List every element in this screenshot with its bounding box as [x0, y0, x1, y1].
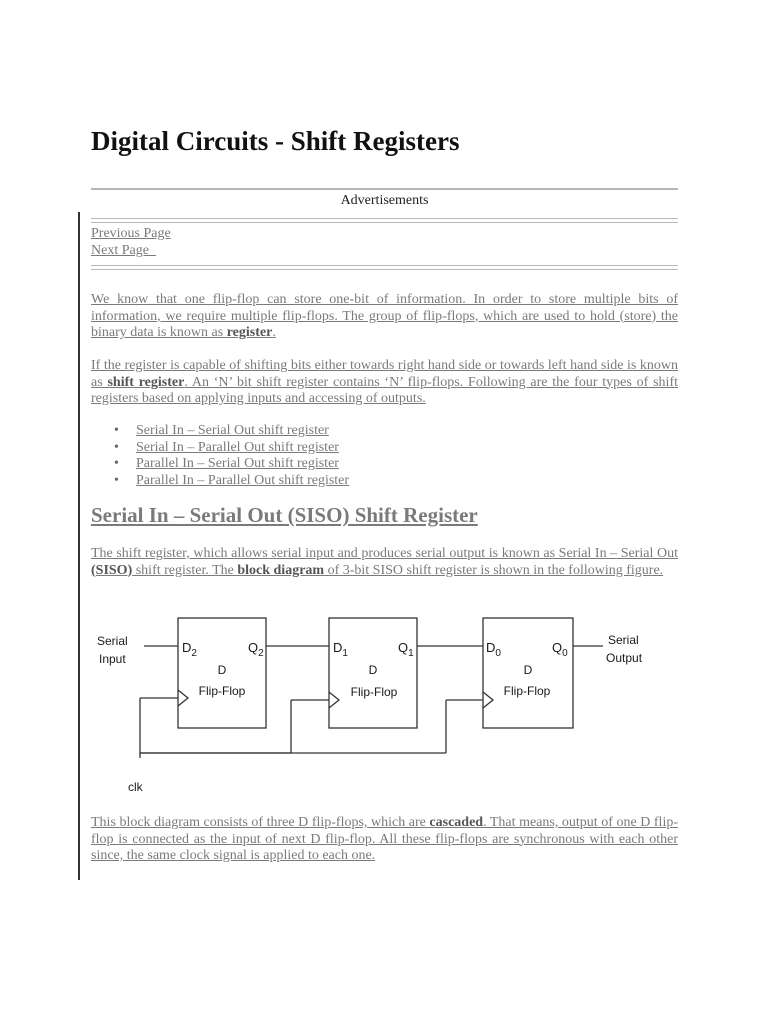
page-title: Digital Circuits - Shift Registers: [91, 126, 460, 156]
ff1-name-label: Flip-Flop: [350, 685, 398, 699]
ff2-name-label: Flip-Flop: [198, 684, 246, 698]
clock-edge-marker: [329, 692, 339, 708]
serial-input-label: Input: [99, 652, 126, 666]
siso-heading: Serial In – Serial Out (SISO) Shift Register: [91, 503, 478, 527]
list-item: • Parallel In – Serial Out shift register: [114, 456, 339, 472]
serial-output-label: Output: [606, 651, 643, 665]
ff2-type-label: D: [217, 663, 227, 677]
nav-divider-top: [91, 218, 678, 223]
ff1-d-input-label: $D_1$: [333, 640, 348, 659]
header-divider: [91, 188, 678, 190]
ff0-name-label: Flip-Flop: [503, 684, 551, 698]
ff2-d-input-label: $D_2$: [182, 640, 197, 659]
clock-label: clk: [128, 780, 143, 794]
intro-paragraph-2: If the register is capable of shifting bits either towards right hand side or towards left hand side is known as shift register. An ‘N’ bit shift register contains ‘N’ flip-flops. Following are the four types of shift registers based on applying inputs and accessing of outputs.: [91, 358, 678, 406]
siso-description: The shift register, which allows serial input and produces serial output is known as Serial In – Serial Out (SISO) shift register. The block diagram of 3-bit SISO shift register is shown in the following figure.: [91, 546, 678, 578]
siso-explanation: This block diagram consists of three D flip-flops, which are cascaded. That means, output of one D flip-flop is connected as the input of next D flip-flop. All these flip-flops are synchronous with each other since, the same clock signal is applied to each one.: [91, 815, 678, 863]
left-margin-rule: [78, 212, 80, 880]
list-item: • Parallel In – Parallel Out shift register: [114, 472, 350, 488]
intro-paragraph-1: We know that one flip-flop can store one-bit of information. In order to store multiple bits of information, we require multiple flip-flops. The group of flip-flops, which are used to hold (store) the binary data is known as register.: [91, 292, 678, 340]
ff0-d-input-label: $D_0$: [486, 640, 501, 659]
list-item: • Serial In – Parallel Out shift register: [114, 439, 339, 455]
ff1-q-output-label: $Q_1$: [398, 640, 414, 659]
cascaded-term: cascaded: [429, 815, 484, 830]
ff2-q-output-label: $Q_2$: [248, 640, 264, 659]
clock-edge-marker: [483, 692, 493, 708]
clock-edge-marker: [178, 690, 188, 706]
ff0-q-output-label: $Q_0$: [552, 640, 568, 659]
shift-register-types-list: [114, 423, 349, 489]
shift-register-term: shift register: [107, 374, 185, 390]
next-page-link[interactable]: Next Page: [91, 243, 156, 258]
ff0-type-label: D: [523, 663, 533, 677]
list-item: • Serial In – Serial Out shift register: [114, 423, 329, 438]
previous-page-link[interactable]: Previous Page: [91, 226, 171, 241]
nav-divider-bottom: [91, 265, 678, 270]
ff1-type-label: D: [368, 663, 378, 677]
siso-block-diagram: [86, 608, 666, 798]
register-term: register: [226, 325, 273, 340]
advertisements-label: Advertisements: [340, 193, 429, 208]
serial-input-label: Serial: [97, 634, 128, 648]
serial-output-label: Serial: [608, 633, 639, 647]
